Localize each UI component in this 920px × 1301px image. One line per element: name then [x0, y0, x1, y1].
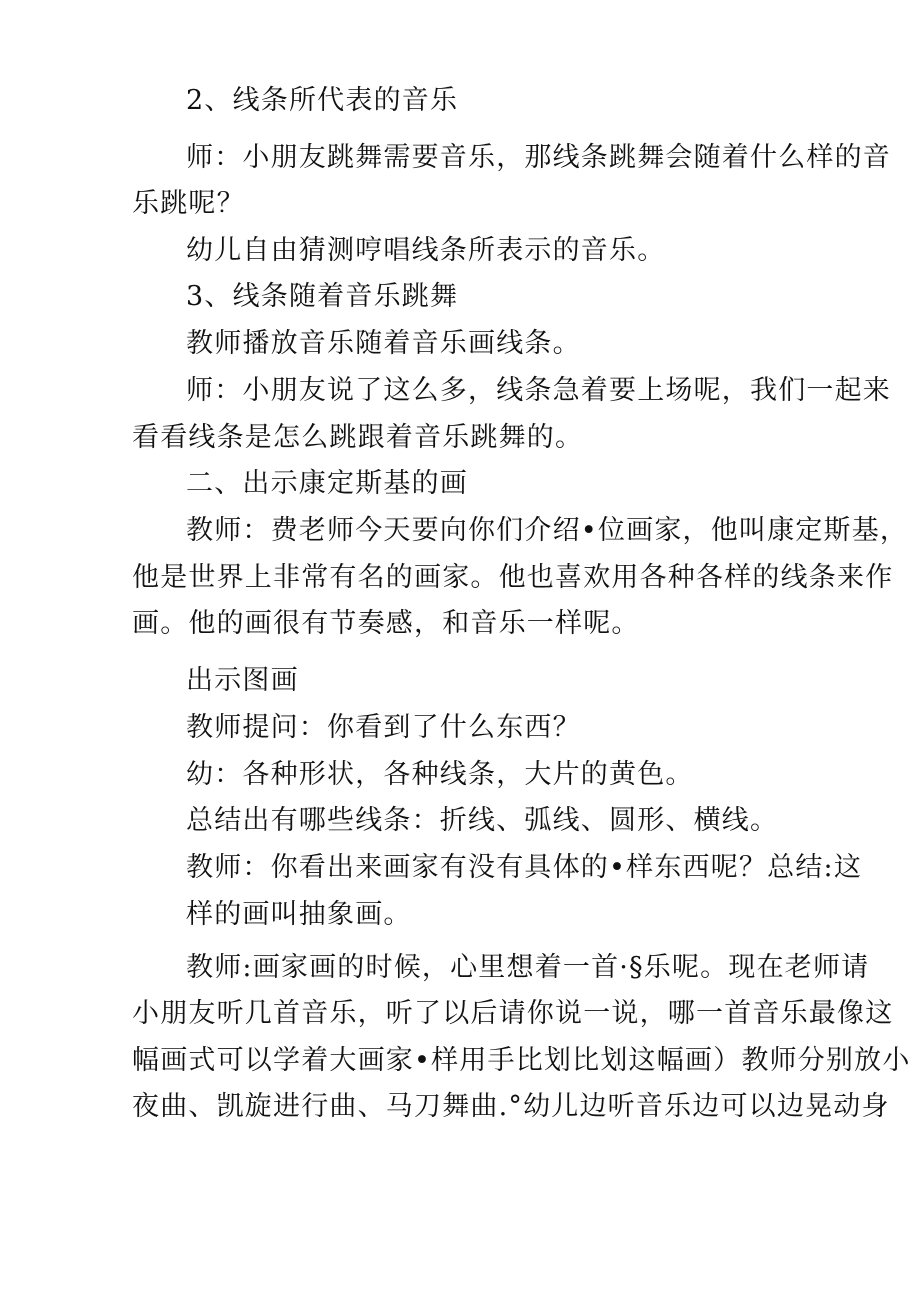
text-line: 幅画式可以学着大画家•样用手比划比划这幅画）教师分别放小: [132, 1045, 911, 1076]
text-line: 幼：各种形状，各种线条，大片的黄色。: [186, 759, 694, 790]
text-line: 幼儿自由猜测哼唱线条所表示的音乐。: [186, 235, 666, 266]
text-line: 总结出有哪些线条：折线、弧线、圆形、横线。: [186, 805, 779, 836]
text-line: 夜曲、凯旋进行曲、马刀舞曲.°幼儿边听音乐边可以边晃动身: [132, 1091, 890, 1122]
section-heading-3: 3、线条随着音乐跳舞: [186, 281, 459, 312]
text-line: 看看线条是怎么跳跟着音乐跳舞的。: [132, 422, 584, 453]
section-heading-two: 二、出示康定斯基的画: [186, 468, 468, 499]
text-line: 教师:画家画的时候，心里想着一首·§乐呢。现在老师请: [186, 952, 870, 983]
text-line: 画。他的画很有节奏感，和音乐一样呢。: [132, 608, 640, 639]
text-line: 教师：费老师今天要向你们介绍•位画家，他叫康定斯基，: [186, 515, 909, 546]
text-line: 师：小朋友跳舞需要音乐，那线条跳舞会随着什么样的音: [186, 142, 891, 173]
text-line: 教师：你看出来画家有没有具体的•样东西呢？总结:这: [186, 852, 863, 883]
text-line: 小朋友听几首音乐，听了以后请你说一说，哪一首音乐最像这: [132, 998, 894, 1029]
text-line: 教师提问：你看到了什么东西？: [186, 712, 581, 743]
text-line: 他是世界上非常有名的画家。他也喜欢用各种各样的线条来作: [132, 562, 894, 593]
section-heading-2: 2、线条所代表的音乐: [186, 85, 459, 116]
text-line: 乐跳呢？: [132, 188, 245, 219]
text-line: 教师播放音乐随着音乐画线条。: [186, 328, 581, 359]
text-line: 师：小朋友说了这么多，线条急着要上场呢，我们一起来: [186, 375, 891, 406]
text-line: 出示图画: [186, 665, 299, 696]
text-line: 样的画叫抽象画。: [186, 899, 412, 930]
